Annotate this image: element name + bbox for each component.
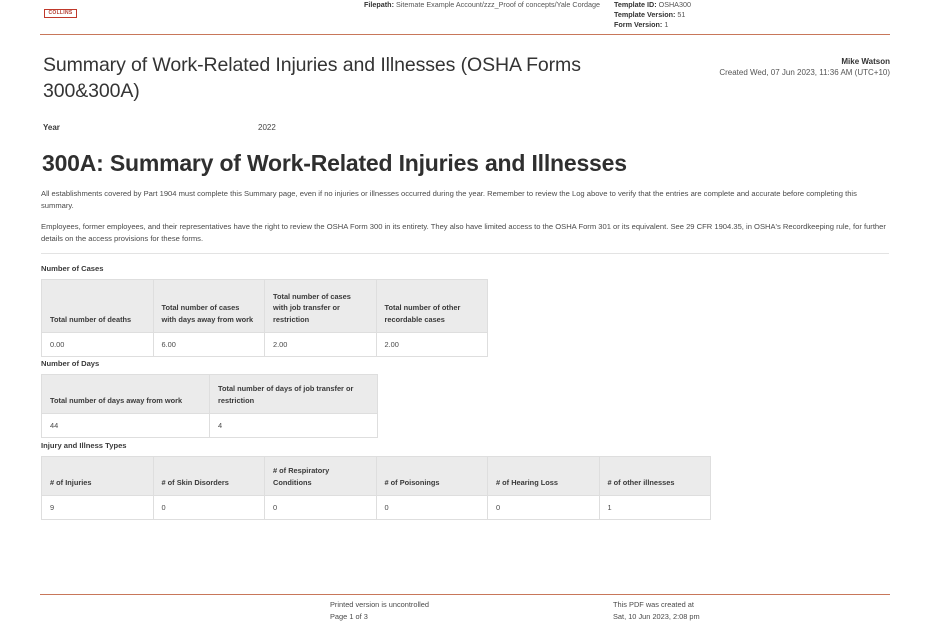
title-row <box>40 52 890 112</box>
table-cell: 0 <box>153 496 265 520</box>
intro-paragraph-2: Employees, former employees, and their representatives have the right to review the OSHA Form 300 in its entirety. They also have limited access to the OSHA Form 301 or its equivalent. See 29 CFR 1904.35, in OSHA's Recordkeeping rule, for further details on the access provisions for these forms. <box>41 221 889 244</box>
year-field-row <box>43 123 443 137</box>
section-heading: 300A: Summary of Work-Related Injuries and Illnesses <box>42 150 627 177</box>
intro-paragraph-1: All establishments covered by Part 1904 must complete this Summary page, even if no injuries or illnesses occurred during the year. Remember to review the Log above to verify that the entries are complete and accurate before completing this summary. <box>41 188 889 211</box>
template-version-label: Template Version: <box>614 10 675 19</box>
table-cell: 1 <box>599 496 711 520</box>
table-header-cell: # of Poisonings <box>376 457 488 496</box>
table-header-cell: Total number of deaths <box>42 280 154 333</box>
table-cell: 2.00 <box>376 333 488 357</box>
collins-logo-text: COLLINS <box>48 11 72 16</box>
number-of-cases-caption: Number of Cases <box>41 264 488 273</box>
table-header-row <box>42 375 378 414</box>
author-name: Mike Watson <box>719 56 890 67</box>
document-author-block <box>719 56 890 78</box>
year-field-label: Year <box>43 123 60 132</box>
page-title: Summary of Work-Related Injuries and Illnesses (OSHA Forms 300&300A) <box>43 52 603 104</box>
section-divider <box>41 253 889 254</box>
table-header-cell: # of Injuries <box>42 457 154 496</box>
form-version-label: Form Version: <box>614 20 662 29</box>
filepath-value: Sitemate Example Account/zzz_Proof of concepts/Yale Cordage <box>396 0 600 9</box>
footer-uncontrolled-note: Printed version is uncontrolled <box>330 599 429 611</box>
table-cell: 44 <box>42 414 210 438</box>
table-cell: 2.00 <box>265 333 377 357</box>
footer-right-block <box>613 599 700 622</box>
table-cell: 0 <box>265 496 377 520</box>
injury-illness-types-caption: Injury and Illness Types <box>41 441 711 450</box>
table-header-row <box>42 457 711 496</box>
number-of-days-section <box>41 359 378 438</box>
table-cell: 4 <box>210 414 378 438</box>
created-timestamp: Created Wed, 07 Jun 2023, 11:36 AM (UTC+10) <box>719 67 890 78</box>
year-field-value: 2022 <box>258 123 276 132</box>
table-header-cell: Total number of other recordable cases <box>376 280 488 333</box>
table-cell: 0 <box>488 496 600 520</box>
table-header-cell: # of Respiratory Conditions <box>265 457 377 496</box>
table-header-cell: # of other illnesses <box>599 457 711 496</box>
table-cell: 0 <box>376 496 488 520</box>
table-cell: 0.00 <box>42 333 154 357</box>
table-row <box>42 496 711 520</box>
table-header-cell: # of Hearing Loss <box>488 457 600 496</box>
template-version-row <box>614 10 691 20</box>
table-header-cell: Total number of days away from work <box>42 375 210 414</box>
template-meta-block <box>614 0 691 31</box>
table-header-cell: Total number of cases with job transfer or restriction <box>265 280 377 333</box>
footer-created-timestamp: Sat, 10 Jun 2023, 2:08 pm <box>613 611 700 622</box>
header-divider-rule <box>40 34 890 35</box>
table-row <box>42 414 378 438</box>
injury-illness-types-section <box>41 441 711 520</box>
filepath-block <box>300 0 600 10</box>
table-header-cell: Total number of cases with days away from work <box>153 280 265 333</box>
table-cell: 9 <box>42 496 154 520</box>
table-header-cell: Total number of days of job transfer or restriction <box>210 375 378 414</box>
footer-divider-rule <box>40 594 890 595</box>
number-of-days-table <box>41 374 378 438</box>
document-footer <box>40 599 890 621</box>
template-id-label: Template ID: <box>614 0 657 9</box>
footer-page-number: Page 1 of 3 <box>330 611 429 622</box>
template-id-row <box>614 0 691 10</box>
number-of-cases-section <box>41 264 488 357</box>
document-header <box>0 0 930 30</box>
table-header-cell: # of Skin Disorders <box>153 457 265 496</box>
template-version-value: 51 <box>677 10 685 19</box>
filepath-label: Filepath: <box>364 0 394 9</box>
form-version-value: 1 <box>664 20 668 29</box>
number-of-days-caption: Number of Days <box>41 359 378 368</box>
table-cell: 6.00 <box>153 333 265 357</box>
collins-logo <box>44 9 77 18</box>
template-id-value: OSHA300 <box>659 0 691 9</box>
table-header-row <box>42 280 488 333</box>
injury-illness-types-table <box>41 456 711 520</box>
form-version-row <box>614 20 691 30</box>
table-row <box>42 333 488 357</box>
footer-created-label: This PDF was created at <box>613 599 700 611</box>
footer-left-block <box>330 599 429 622</box>
number-of-cases-table <box>41 279 488 357</box>
